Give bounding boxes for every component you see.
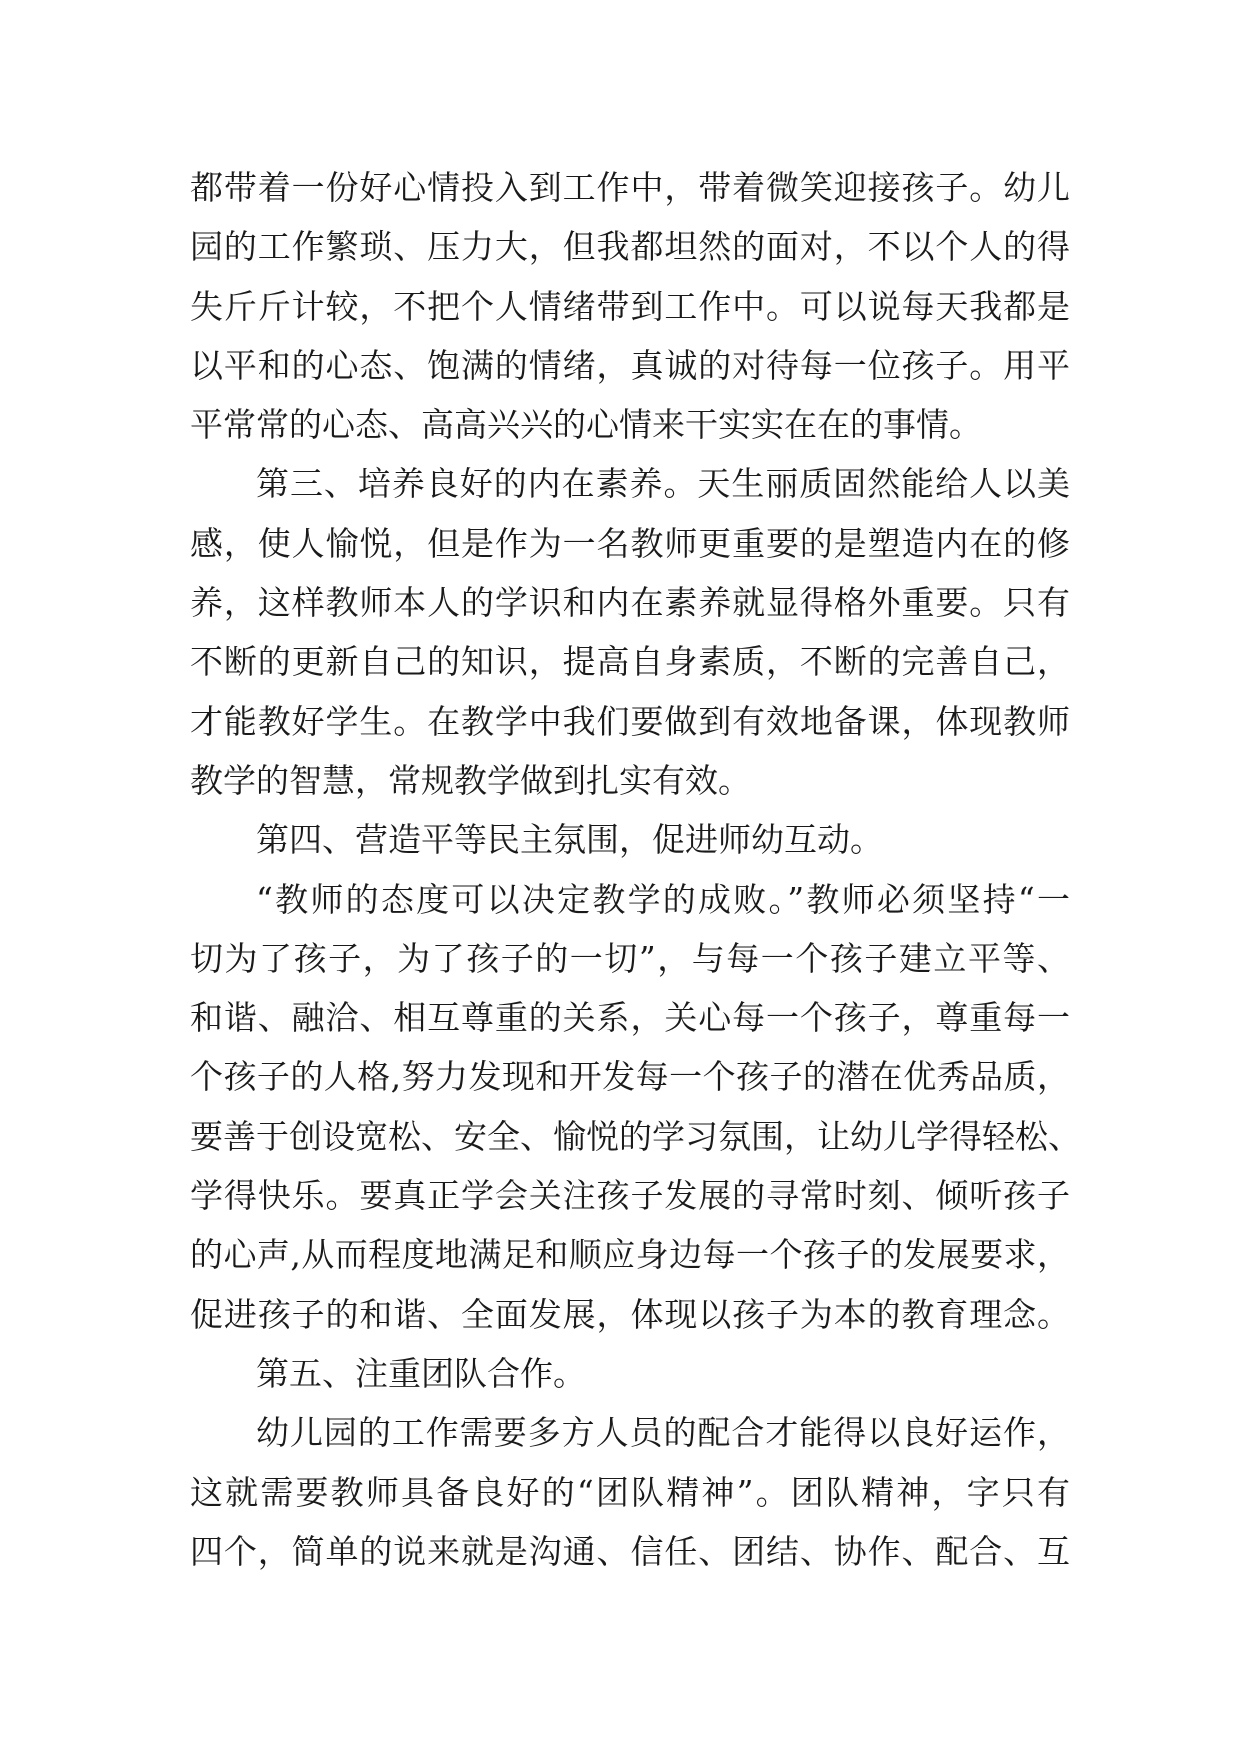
text-line: 促进孩子的和谐、全面发展，体现以孩子为本的教育理念。 xyxy=(190,1294,1070,1334)
text-line: 学得快乐。要真正学会关注孩子发展的寻常时刻、倾听孩子 xyxy=(190,1176,1070,1216)
text-line: “教师的态度可以决定教学的成败。”教师必须坚持“一 xyxy=(256,879,1070,919)
text-line: 要善于创设宽松、安全、愉悦的学习氛围，让幼儿学得轻松、 xyxy=(190,1116,1081,1156)
text-line: 以平和的心态、饱满的情绪，真诚的对待每一位孩子。用平 xyxy=(190,345,1070,385)
text-line: 教学的智慧，常规教学做到扎实有效。 xyxy=(190,760,751,800)
text-line: 个孩子的人格,努力发现和开发每一个孩子的潜在优秀品质， xyxy=(190,1057,1070,1097)
text-line: 平常常的心态、高高兴兴的心情来干实实在在的事情。 xyxy=(190,405,982,445)
text-line: 感，使人愉悦，但是作为一名教师更重要的是塑造内在的修 xyxy=(190,523,1070,563)
text-line: 失斤斤计较，不把个人情绪带到工作中。可以说每天我都是 xyxy=(190,286,1070,326)
body-text xyxy=(190,158,1081,1581)
text-line: 不断的更新自己的知识，提高自身素质，不断的完善自己， xyxy=(190,642,1070,682)
text-line: 和谐、融洽、相互尊重的关系，关心每一个孩子，尊重每一 xyxy=(190,998,1070,1038)
text-line: 园的工作繁琐、压力大，但我都坦然的面对，不以个人的得 xyxy=(190,227,1070,267)
text-line: 第三、培养良好的内在素养。天生丽质固然能给人以美 xyxy=(256,464,1070,504)
text-line: 第四、营造平等民主氛围，促进师幼互动。 xyxy=(256,820,883,860)
text-line: 切为了孩子，为了孩子的一切”，与每一个孩子建立平等、 xyxy=(190,938,1070,978)
text-line: 都带着一份好心情投入到工作中，带着微笑迎接孩子。幼儿 xyxy=(190,168,1070,207)
text-line: 养，这样教师本人的学识和内在素养就显得格外重要。只有 xyxy=(190,583,1070,623)
text-line: 幼儿园的工作需要多方人员的配合才能得以良好运作， xyxy=(256,1413,1070,1453)
text-line: 的心声,从而程度地满足和顺应身边每一个孩子的发展要求， xyxy=(190,1235,1070,1275)
text-line: 四个，简单的说来就是沟通、信任、团结、协作、配合、互 xyxy=(190,1531,1070,1571)
text-line: 这就需要教师具备良好的“团队精神”。团队精神，字只有 xyxy=(190,1472,1070,1512)
text-line: 才能教好学生。在教学中我们要做到有效地备课，体现教师 xyxy=(190,701,1070,741)
text-line: 第五、注重团队合作。 xyxy=(256,1353,586,1393)
